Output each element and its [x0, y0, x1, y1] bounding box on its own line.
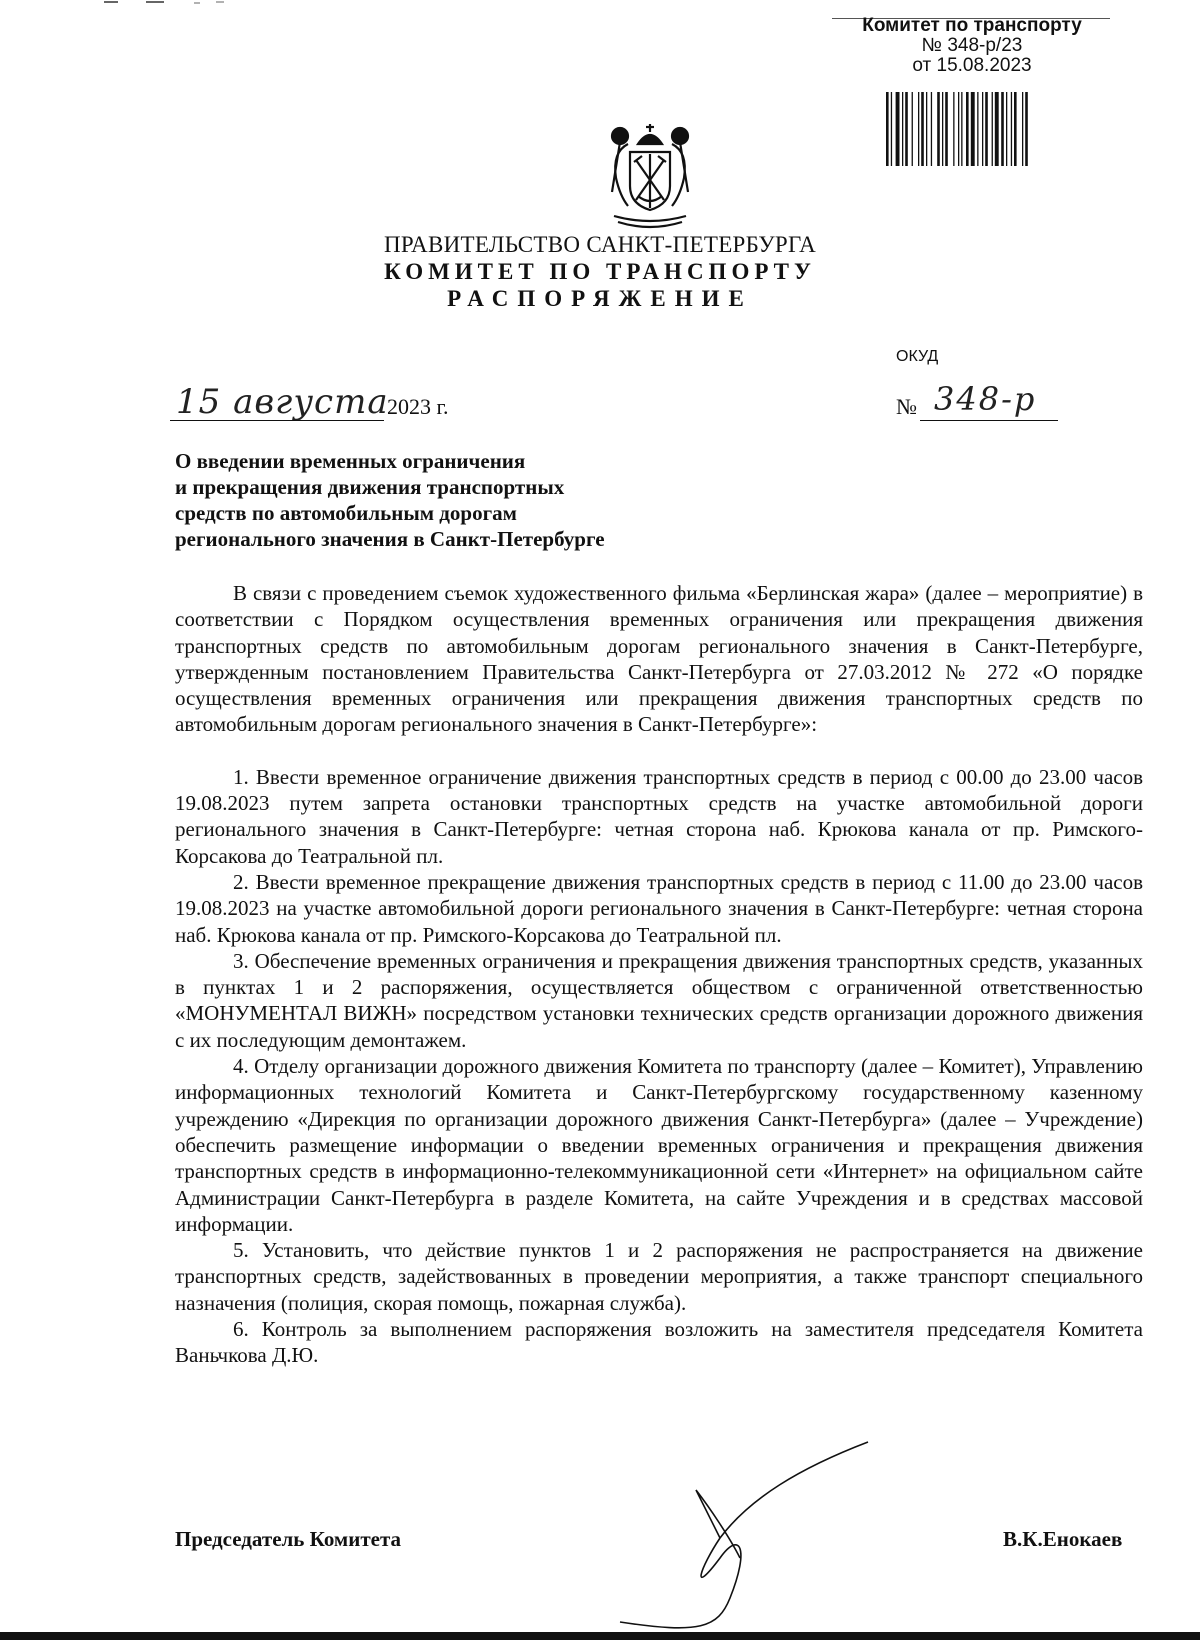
- barcode-bar: [985, 92, 988, 166]
- document-title: [175, 448, 715, 552]
- coat-of-arms-icon: [598, 122, 702, 230]
- barcode: [886, 92, 1082, 166]
- number-underline: [920, 420, 1058, 421]
- order-item-4: 4. Отделу организации дорожного движения Комитета по транспорту (далее – Комитет), Управлению информационных технологий Комитета и Санкт-Петербургскому государственному казенному учреждению «Дирекция по организации дорожного движения Санкт-Петербурга» (далее – Учреждение) обеспечить размещение информации о введении временных ограничения и прекращения движения транспортных средств в информационно-телекоммуникационной сети «Интернет» на официальном сайте Администрации Санкт-Петербурга в разделе Комитета, на сайте Учреждения и в средствах массовой информации.: [175, 1054, 1143, 1236]
- barcode-bar: [971, 92, 975, 166]
- handwritten-date: 15 августа: [176, 382, 389, 422]
- barcode-bar: [886, 92, 889, 166]
- title-line: О введении временных ограничения: [175, 449, 526, 473]
- barcode-bar: [891, 92, 892, 166]
- barcode-bar: [905, 92, 908, 166]
- stamp-number: № 348-р/23: [921, 35, 1023, 56]
- barcode-bar: [902, 92, 903, 166]
- signatory-position: Председатель Комитета: [175, 1527, 402, 1551]
- number-label: №: [896, 394, 917, 419]
- barcode-bar: [1011, 92, 1012, 166]
- barcode-bar: [942, 92, 943, 166]
- handwritten-number: 348-р: [934, 380, 1037, 418]
- order-item-1: 1. Ввести временное ограничение движения транспортных средств в период с 00.00 до 23.00 часов 19.08.2023 путем запрета остановки транспортных средств на участке автомобильной дороги регионального значения в Санкт-Петербурге: четная сторона наб. Крюкова канала от пр. Римского-Корсакова до Театральной пл.: [175, 764, 1143, 868]
- date-year: 2023 г.: [387, 394, 449, 419]
- intro-paragraph: В связи с проведением съемок художественного фильма «Берлинская жара» (далее – мероприятие) в соответствии с Порядком осуществления временных ограничения или прекращения движения транспортных средств по автомобильным дорогам регионального значения в Санкт-Петербурге, утвержденным постановлением Правительства Санкт-Петербурга от 27.03.2012 № 272 «О порядке осуществления временных ограничения или прекращения движения транспортных средств по автомобильным дорогам регионального значения в Санкт-Петербурге»:: [175, 581, 1143, 737]
- barcode-bar: [1022, 92, 1023, 166]
- okud-label: ОКУД: [896, 348, 939, 365]
- stamp-date: от 15.08.2023: [912, 55, 1032, 76]
- committee-name: КОМИТЕТ ПО ТРАНСПОРТУ: [384, 259, 816, 284]
- order-item-5: 5. Установить, что действие пунктов 1 и 2 распоряжения не распространяется на движение транспортных средств, задействованных в проведении мероприятия, а также транспорт специального назначения (полиция, скорая помощь, пожарная служба).: [175, 1238, 1143, 1315]
- barcode-bar: [945, 92, 948, 166]
- barcode-bar: [1001, 92, 1004, 166]
- title-line: средств по автомобильным дорогам: [175, 501, 517, 525]
- order-item-3: 3. Обеспечение временных ограничения и прекращения движения транспортных средств, указанных в пунктах 1 и 2 распоряжения, осуществляется обществом с ограниченной ответственностью «МОНУМЕНТАЛ ВИЖН» посредством установки технических средств организации дорожного движения с их последующим демонтажем.: [175, 948, 1143, 1052]
- government-name: ПРАВИТЕЛЬСТВО САНКТ-ПЕТЕРБУРГА: [383, 232, 817, 257]
- registration-stamp: [832, 16, 1112, 76]
- document-type: РАСПОРЯЖЕНИЕ: [447, 286, 753, 311]
- barcode-bar: [937, 92, 940, 166]
- barcode-bar: [953, 92, 954, 166]
- barcode-bar: [982, 92, 983, 166]
- date-underline: [170, 420, 384, 421]
- barcode-bar: [958, 92, 959, 166]
- scan-bottom-edge: [0, 1632, 1200, 1640]
- handwritten-signature: [600, 1438, 880, 1638]
- barcode-bar: [896, 92, 900, 166]
- order-item-6: 6. Контроль за выполнением распоряжения возложить на заместителя председателя Комитета Ваньчкова Д.Ю.: [175, 1317, 1143, 1368]
- barcode-bar: [966, 92, 969, 166]
- barcode-bar: [977, 92, 978, 166]
- barcode-bar: [1006, 92, 1007, 166]
- barcode-bar: [931, 92, 932, 166]
- barcode-bar: [926, 92, 927, 166]
- order-item-2: 2. Ввести временное прекращение движения транспортных средств в период с 11.00 до 23.00 часов 19.08.2023 на участке автомобильной дороги регионального значения в Санкт-Петербурге: четная сторона наб. Крюкова канала от пр. Римского-Корсакова до Театральной пл.: [175, 869, 1143, 947]
- barcode-bar: [918, 92, 919, 166]
- title-line: регионального значения в Санкт-Петербурге: [175, 527, 605, 551]
- scan-artifact-marks: [104, 0, 274, 6]
- signatory-name: В.К.Енокаев: [1003, 1527, 1123, 1551]
- barcode-bar: [995, 92, 999, 166]
- barcode-bar: [961, 92, 962, 166]
- stamp-organization: Комитет по транспорту: [862, 15, 1082, 36]
- barcode-bar: [992, 92, 993, 166]
- barcode-bar: [912, 92, 913, 166]
- barcode-bar: [921, 92, 924, 166]
- barcode-bar: [1014, 92, 1017, 166]
- barcode-bar: [1025, 92, 1028, 166]
- document-body: [175, 580, 1143, 1369]
- title-line: и прекращения движения транспортных: [175, 475, 565, 499]
